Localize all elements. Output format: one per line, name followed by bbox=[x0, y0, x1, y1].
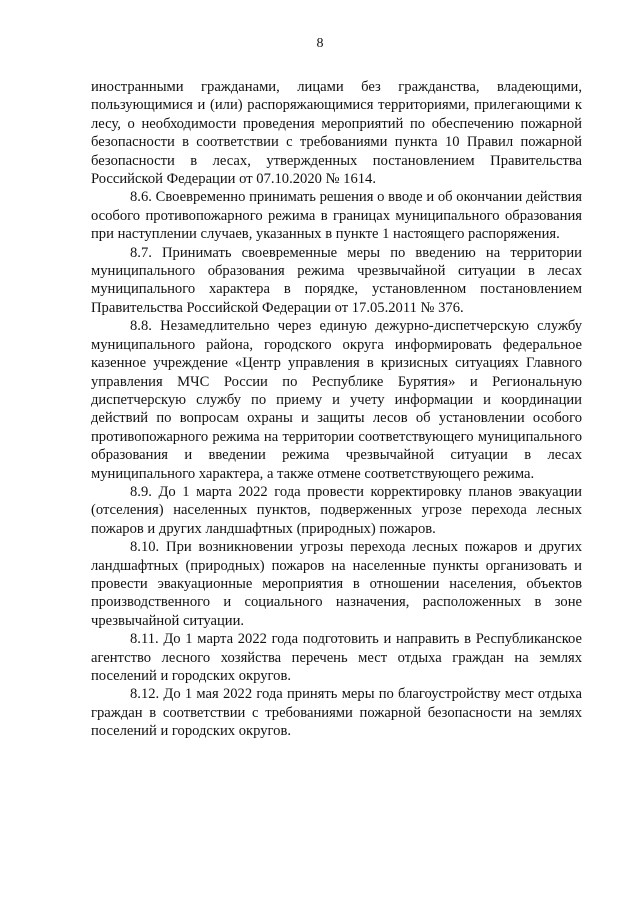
document-body bbox=[91, 78, 582, 741]
page-number: 8 bbox=[316, 36, 324, 51]
paragraph-8-6: 8.6. Своевременно принимать решения о вводе и об окончании действия особого противопожарного режима в границах муниципального образования при наступлении случаев, указанных в пункте 1 настоящего распоряжения. bbox=[91, 189, 582, 243]
paragraph-8-9: 8.9. До 1 марта 2022 года провести корректировку планов эвакуации (отселения) населенных пунктов, подверженных угрозе перехода лесных пожаров и других ландшафтных (природных) пожаров. bbox=[91, 483, 582, 537]
paragraph-8-7: 8.7. Принимать своевременные меры по введению на территории муниципального образования режима чрезвычайной ситуации в лесах муниципального характера в порядке, установленном постановлением Правительства Российской Федерации от 17.05.2011 № 376. bbox=[91, 244, 582, 316]
paragraph-8-8: 8.8. Незамедлительно через единую дежурно-диспетчерскую службу муниципального района, городского округа информировать федеральное казенное учреждение «Центр управления в кризисных ситуациях Главного управления МЧС России по Республике Бурятия» и Региональную диспетчерскую службу по приему и учету информации и координации действий по вопросам охраны и защиты лесов об установлении особого противопожарного режима на территории соответствующего муниципального образования и введении режима чрезвычайной ситуации в лесах муниципального характера, а также отмене соответствующего режима. bbox=[91, 318, 582, 482]
paragraph-8-10: 8.10. При возникновении угрозы перехода лесных пожаров и других ландшафтных (природных) пожаров на населенные пункты организовать и провести эвакуационные мероприятия в отношении населения, объектов производственного и социального назначения, расположенных в зоне чрезвычайной ситуации. bbox=[91, 539, 582, 629]
paragraph-8-11: 8.11. До 1 марта 2022 года подготовить и направить в Республиканское агентство лесного хозяйства перечень мест отдыха граждан на землях поселений и городских округов. bbox=[91, 631, 582, 684]
paragraph-continuation: иностранными гражданами, лицами без гражданства, владеющими, пользующимися и (или) распоряжающимися территориями, прилегающими к лесу, о необходимости проведения мероприятий по обеспечению пожарной безопасности в соответствии с требованиями пункта 10 Правил пожарной безопасности в лесах, утвержденных постановлением Правительства Российской Федерации от 07.10.2020 № 1614. bbox=[91, 79, 582, 188]
paragraph-8-12: 8.12. До 1 мая 2022 года принять меры по благоустройству мест отдыха граждан в соответствии с требованиями пожарной безопасности на землях поселений и городских округов. bbox=[91, 686, 582, 740]
